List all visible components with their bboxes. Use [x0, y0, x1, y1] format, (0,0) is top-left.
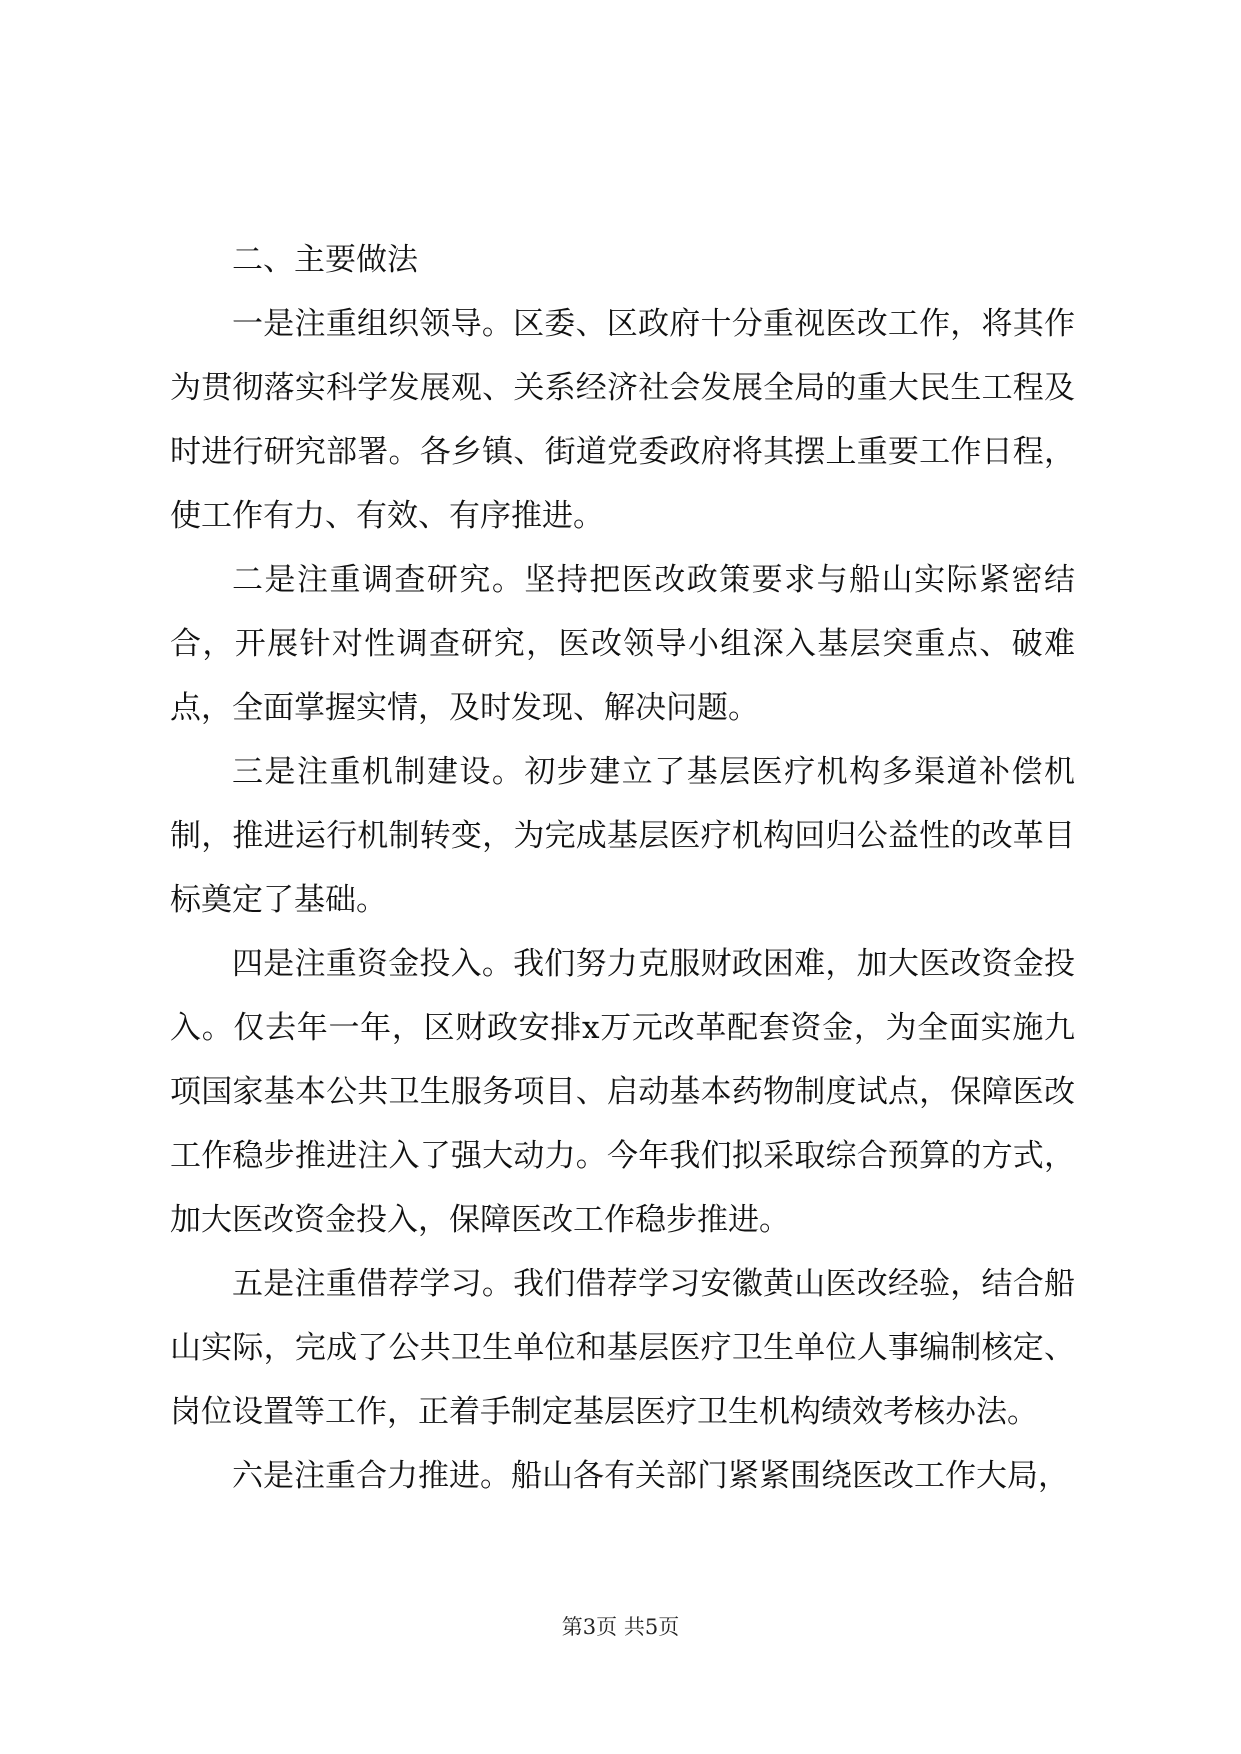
- paragraph-fund-investment: 四是注重资金投入。我们努力克服财政困难，加大医改资金投入。仅去年一年，区财政安排x万元改革配套资金，为全面实施九项国家基本公共卫生服务项目、启动基本药物制度试点，保障医改工作稳步推进注入了强大动力。今年我们拟采取综合预算的方式，加大医改资金投入，保障医改工作稳步推进。: [170, 946, 1075, 1238]
- page-body: [170, 228, 1075, 1508]
- paragraph-joint-promotion: 六是注重合力推进。船山各有关部门紧紧围绕医改工作大局，: [232, 1458, 1069, 1494]
- paragraph-mechanism-building: 三是注重机制建设。初步建立了基层医疗机构多渠道补偿机制，推进运行机制转变，为完成基层医疗机构回归公益性的改革目标奠定了基础。: [170, 754, 1075, 918]
- paragraph-learning-experience: 五是注重借荐学习。我们借荐学习安徽黄山医改经验，结合船山实际，完成了公共卫生单位和基层医疗卫生单位人事编制核定、岗位设置等工作，正着手制定基层医疗卫生机构绩效考核办法。: [170, 1266, 1075, 1430]
- paragraph-organization-leadership: 一是注重组织领导。区委、区政府十分重视医改工作，将其作为贯彻落实科学发展观、关系经济社会发展全局的重大民生工程及时进行研究部署。各乡镇、街道党委政府将其摆上重要工作日程，使工作有力、有效、有序推进。: [170, 306, 1075, 534]
- paragraph-investigation-research: 二是注重调查研究。坚持把医改政策要求与船山实际紧密结合，开展针对性调查研究，医改领导小组深入基层突重点、破难点，全面掌握实情，及时发现、解决问题。: [170, 562, 1075, 726]
- page-number-footer: 第3页 共5页: [561, 1615, 680, 1639]
- section-heading: 二、主要做法: [232, 242, 418, 278]
